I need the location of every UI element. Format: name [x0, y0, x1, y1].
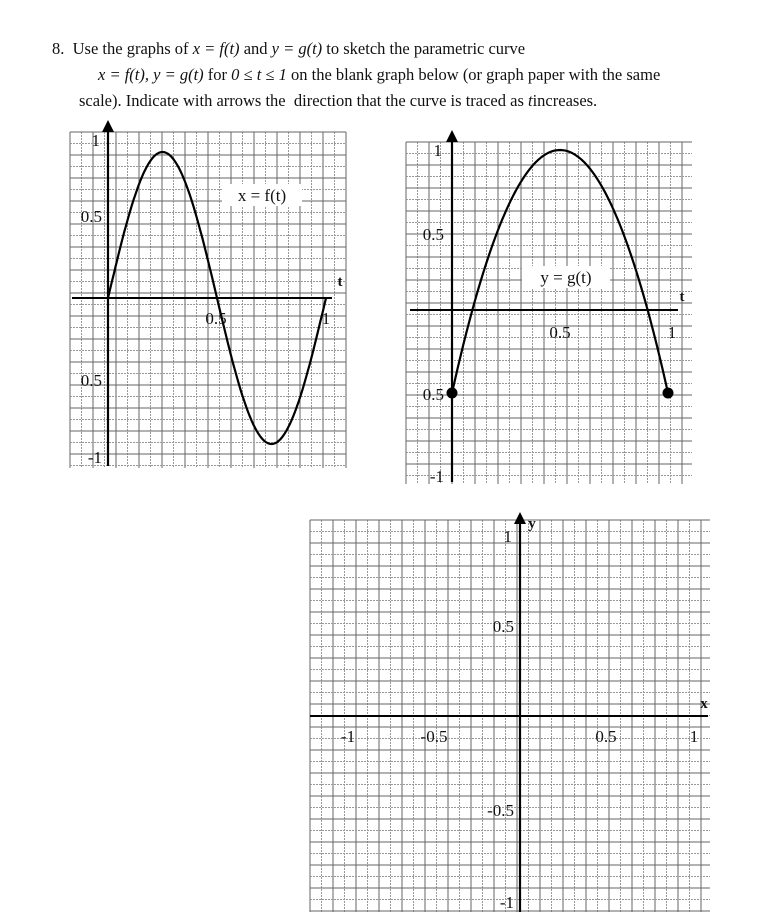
problem-line-3-start: scale). Indicate with arrows the — [79, 91, 286, 110]
blank-graph — [306, 508, 716, 912]
problem-line-2-end: on the blank graph below (or graph paper with the same — [290, 65, 661, 84]
graph-g-label-y-bottom: -1 — [429, 467, 444, 486]
blank-graph-x-var: x — [700, 696, 708, 712]
graph-g-arrowhead-icon — [446, 130, 458, 142]
x-definition: x = f(t) — [192, 39, 240, 58]
blank-graph-label-x-neg-half: -0.5 — [420, 727, 448, 746]
t-domain: 0 ≤ t ≤ 1 — [231, 65, 287, 84]
conjunction: and — [243, 39, 268, 58]
for-word: for — [207, 65, 228, 84]
blank-graph-arrowhead-icon — [514, 512, 526, 524]
blank-graph-label-x-half: 0.5 — [595, 727, 617, 746]
blank-graph-label-y-one: 1 — [503, 527, 512, 546]
blank-graph-label-y-half: 0.5 — [492, 617, 514, 636]
problem-line-3-mid: direction that the curve is traced as — [293, 91, 524, 110]
graph-g-label-y-half: 0.5 — [422, 225, 444, 244]
graph-g-axis-var: t — [679, 289, 685, 305]
graph-f-label-t-half: 0.5 — [205, 309, 227, 328]
problem-line-3 — [52, 88, 742, 114]
graph-g-start-point — [447, 388, 458, 399]
graph-g-end-point — [663, 388, 674, 399]
y-definition: y = g(t) — [271, 39, 323, 58]
graph-f-grid — [70, 132, 346, 468]
problem-line-1 — [52, 36, 742, 62]
graph-f-label-y-top: 1 — [91, 131, 100, 150]
graph-f-label-t-one: 1 — [321, 309, 331, 328]
graph-g-label-y-top: 1 — [433, 141, 442, 160]
blank-graph-label-x-neg-one: -1 — [340, 727, 356, 746]
problem-intro: Use the graphs of — [72, 39, 189, 58]
graph-g — [400, 124, 700, 498]
graph-g-label-t-one: 1 — [667, 323, 677, 342]
problem-number: 8. — [52, 39, 65, 58]
graph-g-label-t-half: 0.5 — [549, 323, 571, 342]
graph-f-arrowhead-icon — [102, 120, 114, 132]
problem-line-2 — [52, 62, 742, 88]
problem-line-3-end: increases. — [532, 91, 598, 110]
blank-graph-y-var: y — [528, 516, 536, 532]
blank-graph-label-y-neg-half: -0.5 — [487, 801, 514, 820]
problem-statement — [52, 36, 742, 114]
t-variable: t — [528, 91, 533, 110]
problem-intro-end: to sketch the parametric curve — [326, 39, 526, 58]
graph-f-label-y-neg-half: 0.5 — [80, 371, 102, 390]
graph-f-label-y-half: 0.5 — [80, 207, 102, 226]
blank-graph-label-x-one: 1 — [689, 727, 699, 746]
graph-f — [62, 118, 352, 486]
parametric-curve: x = f(t), y = g(t) — [98, 65, 204, 84]
graph-f-axis-var: t — [337, 274, 343, 290]
graph-g-label-y-neg-half: 0.5 — [422, 385, 444, 404]
blank-graph-label-y-neg-one: -1 — [499, 893, 514, 912]
graph-g-curve-label: y = g(t) — [540, 268, 592, 287]
graph-f-curve-label: x = f(t) — [237, 186, 287, 205]
graph-f-label-y-bottom: -1 — [87, 448, 102, 467]
